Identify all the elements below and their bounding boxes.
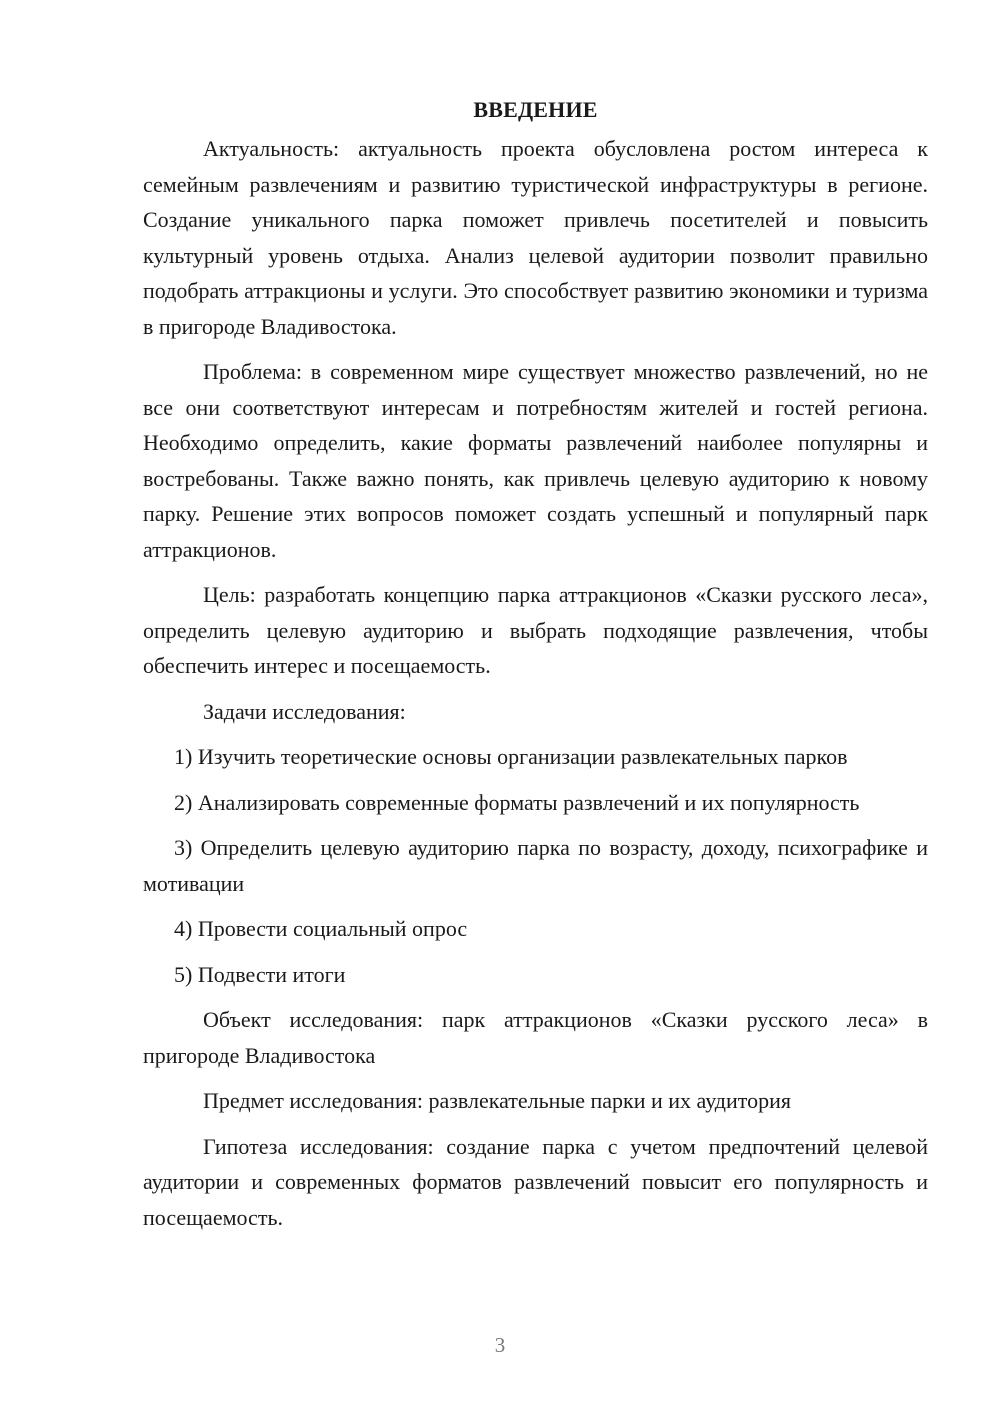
paragraph-problem: Проблема: в современном мире существует множество развлечений, но не все они соответствуют интересам и потребностям жителей и гостей региона. Необходимо определить, какие форматы развлечений наиболее популярны и востребованы. Также важно понять, как привлечь целевую аудиторию к новому парку. Решение этих вопросов поможет создать успешный и популярный парк аттракционов.: [143, 359, 928, 562]
document-page: [143, 92, 928, 1245]
paragraph-object: Объект исследования: парк аттракционов «Сказки русского леса» в пригороде Владивостока: [143, 1007, 928, 1068]
tasks-title: Задачи исследования:: [203, 698, 406, 724]
task-item-5: 5) Подвести итоги: [174, 961, 346, 987]
task-item-1: 1) Изучить теоретические основы организации развлекательных парков: [174, 744, 848, 769]
task-item-4: 4) Провести социальный опрос: [174, 916, 468, 941]
task-item-2: 2) Анализировать современные форматы развлечений и их популярность: [174, 789, 860, 815]
task-item-3: 3) Определить целевую аудиторию парка по возрасту, доходу, психографике и мотивации: [143, 835, 928, 896]
paragraph-subject: Предмет исследования: развлекательные парки и их аудитория: [203, 1088, 791, 1113]
paragraph-relevance: Актуальность: актуальность проекта обусловлена ростом интереса к семейным развлечениям и развитию туристической инфраструктуры в регионе. Создание уникального парка поможет привлечь посетителей и повысить культурный уровень отдыха. Анализ целевой аудитории позволит правильно подобрать аттракционы и услуги. Это способствует развитию экономики и туризма в пригороде Владивостока.: [143, 136, 928, 339]
paragraph-hypothesis: Гипотеза исследования: создание парка с учетом предпочтений целевой аудитории и современных форматов развлечений повысит его популярность и посещаемость.: [143, 1133, 928, 1230]
paragraph-goal: Цель: разработать концепцию парка аттракционов «Сказки русского леса», определить целевую аудиторию и выбрать подходящие развлечения, чтобы обеспечить интерес и посещаемость.: [143, 582, 928, 678]
section-heading: ВВЕДЕНИЕ: [473, 97, 598, 122]
page-number: 3: [494, 1333, 506, 1357]
